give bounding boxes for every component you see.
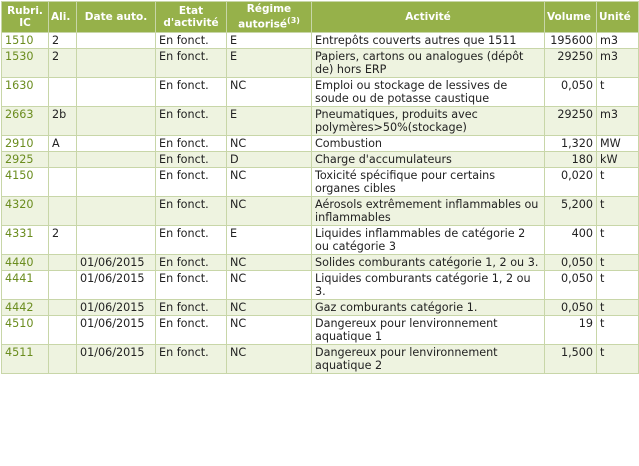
col-header-regime-note: (3) [287,16,300,25]
cell-alinea: 2 [49,32,77,48]
cell-date: 01/06/2015 [77,270,156,299]
cell-date [77,77,156,106]
cell-unite: m3 [597,106,639,135]
cell-unite: m3 [597,32,639,48]
cell-alinea [49,196,77,225]
cell-alinea: 2 [49,48,77,77]
cell-activite: Dangereux pour lenvironnement aquatique 1 [312,315,545,344]
cell-date [77,106,156,135]
cell-volume: 5,200 [545,196,597,225]
cell-activite: Combustion [312,135,545,151]
cell-rubrique: 2925 [2,151,49,167]
cell-etat: En fonct. [156,225,227,254]
cell-rubrique: 2910 [2,135,49,151]
installations-table [1,1,639,374]
cell-unite: m3 [597,48,639,77]
cell-volume: 180 [545,151,597,167]
cell-alinea [49,270,77,299]
cell-etat: En fonct. [156,270,227,299]
cell-unite: t [597,315,639,344]
cell-volume: 0,050 [545,299,597,315]
table-row [2,254,639,270]
cell-etat: En fonct. [156,299,227,315]
cell-volume: 0,050 [545,270,597,299]
col-header-activite: Activité [312,2,545,33]
cell-volume: 19 [545,315,597,344]
cell-volume: 0,050 [545,77,597,106]
table-row [2,299,639,315]
cell-date [77,167,156,196]
cell-regime: NC [227,77,312,106]
cell-alinea: 2b [49,106,77,135]
cell-rubrique: 4320 [2,196,49,225]
cell-volume: 29250 [545,48,597,77]
cell-rubrique: 4511 [2,344,49,373]
table-row [2,196,639,225]
cell-rubrique: 1530 [2,48,49,77]
cell-unite: t [597,77,639,106]
cell-unite: kW [597,151,639,167]
col-header-date: Date auto. [77,2,156,33]
cell-volume: 195600 [545,32,597,48]
cell-activite: Toxicité spécifique pour certains organes cibles [312,167,545,196]
cell-alinea [49,299,77,315]
cell-rubrique: 2663 [2,106,49,135]
cell-date: 01/06/2015 [77,299,156,315]
cell-regime: NC [227,196,312,225]
cell-unite: t [597,344,639,373]
cell-rubrique: 4150 [2,167,49,196]
cell-rubrique: 4510 [2,315,49,344]
cell-volume: 0,050 [545,254,597,270]
cell-unite: t [597,167,639,196]
cell-activite: Papiers, cartons ou analogues (dépôt de) hors ERP [312,48,545,77]
cell-etat: En fonct. [156,77,227,106]
cell-regime: NC [227,254,312,270]
cell-alinea: A [49,135,77,151]
cell-rubrique: 4441 [2,270,49,299]
table-row [2,315,639,344]
cell-etat: En fonct. [156,32,227,48]
cell-rubrique: 4331 [2,225,49,254]
cell-etat: En fonct. [156,196,227,225]
cell-alinea [49,315,77,344]
table-row [2,32,639,48]
col-header-regime-label: Régime autorisé [238,3,292,31]
cell-activite: Pneumatiques, produits avec polymères>50%(stockage) [312,106,545,135]
cell-activite: Dangereux pour lenvironnement aquatique 2 [312,344,545,373]
cell-date [77,151,156,167]
cell-etat: En fonct. [156,135,227,151]
cell-alinea [49,344,77,373]
table-row [2,167,639,196]
cell-date [77,48,156,77]
cell-regime: E [227,32,312,48]
cell-volume: 29250 [545,106,597,135]
table-row [2,344,639,373]
table-header-row [2,2,639,33]
cell-rubrique: 1630 [2,77,49,106]
cell-regime: NC [227,167,312,196]
cell-regime: E [227,106,312,135]
cell-date: 01/06/2015 [77,254,156,270]
table-row [2,135,639,151]
cell-regime: E [227,225,312,254]
cell-regime: NC [227,299,312,315]
cell-volume: 0,020 [545,167,597,196]
cell-activite: Emploi ou stockage de lessives de soude ou de potasse caustique [312,77,545,106]
table-row [2,48,639,77]
table-row [2,77,639,106]
cell-regime: NC [227,135,312,151]
cell-etat: En fonct. [156,167,227,196]
cell-regime: NC [227,315,312,344]
cell-volume: 400 [545,225,597,254]
cell-unite: MW [597,135,639,151]
col-header-etat: Etat d'activité [156,2,227,33]
cell-unite: t [597,254,639,270]
table-row [2,270,639,299]
cell-volume: 1,320 [545,135,597,151]
cell-activite: Solides comburants catégorie 1, 2 ou 3. [312,254,545,270]
cell-date [77,32,156,48]
cell-rubrique: 4442 [2,299,49,315]
cell-rubrique: 4440 [2,254,49,270]
cell-activite: Liquides inflammables de catégorie 2 ou catégorie 3 [312,225,545,254]
col-header-rubrique: Rubri. IC [2,2,49,33]
cell-activite: Entrepôts couverts autres que 1511 [312,32,545,48]
cell-activite: Liquides comburants catégorie 1, 2 ou 3. [312,270,545,299]
cell-alinea [49,77,77,106]
col-header-volume: Volume [545,2,597,33]
cell-unite: t [597,225,639,254]
col-header-alinea: Ali. [49,2,77,33]
cell-activite: Charge d'accumulateurs [312,151,545,167]
col-header-unite: Unité [597,2,639,33]
cell-date [77,135,156,151]
col-header-regime [227,2,312,33]
cell-alinea [49,167,77,196]
cell-activite: Aérosols extrêmement inflammables ou inflammables [312,196,545,225]
cell-etat: En fonct. [156,315,227,344]
cell-alinea [49,151,77,167]
cell-etat: En fonct. [156,151,227,167]
cell-date [77,196,156,225]
cell-activite: Gaz comburants catégorie 1. [312,299,545,315]
cell-regime: D [227,151,312,167]
cell-volume: 1,500 [545,344,597,373]
cell-regime: NC [227,270,312,299]
cell-etat: En fonct. [156,48,227,77]
cell-regime: NC [227,344,312,373]
cell-unite: t [597,299,639,315]
cell-date [77,225,156,254]
table-row [2,151,639,167]
table-row [2,225,639,254]
cell-date: 01/06/2015 [77,344,156,373]
cell-etat: En fonct. [156,344,227,373]
cell-date: 01/06/2015 [77,315,156,344]
cell-alinea: 2 [49,225,77,254]
cell-rubrique: 1510 [2,32,49,48]
cell-unite: t [597,270,639,299]
cell-etat: En fonct. [156,254,227,270]
table-row [2,106,639,135]
cell-unite: t [597,196,639,225]
cell-etat: En fonct. [156,106,227,135]
cell-regime: E [227,48,312,77]
cell-alinea [49,254,77,270]
